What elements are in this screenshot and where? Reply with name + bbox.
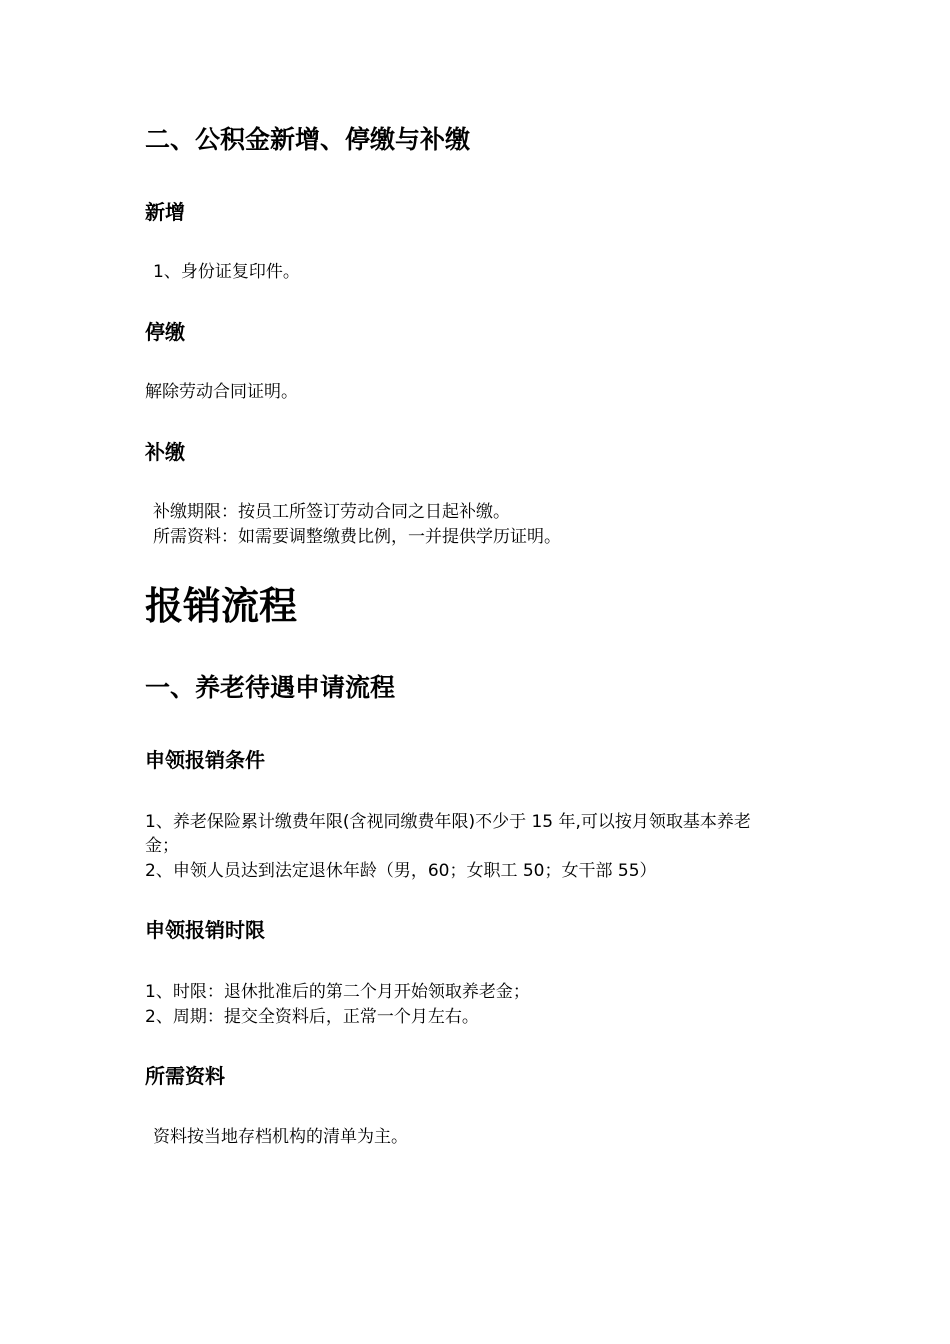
heading-supplement: 补缴 <box>145 440 185 464</box>
heading-stop: 停缴 <box>145 320 185 344</box>
time-limit-item-1: 1、时限：退休批准后的第二个月开始领取养老金； <box>145 982 530 1002</box>
time-limit-item-2: 2、周期：提交全资料后，正常一个月左右。 <box>145 1007 479 1027</box>
add-item-1: 1、身份证复印件。 <box>153 262 300 282</box>
page-title-reimbursement: 报销流程 <box>145 584 298 628</box>
section-title-pension: 一、养老待遇申请流程 <box>145 673 396 702</box>
heading-add: 新增 <box>145 200 185 224</box>
heading-conditions: 申领报销条件 <box>145 748 265 772</box>
section-title-housing-fund: 二、公积金新增、停缴与补缴 <box>145 125 471 154</box>
conditions-item-2: 2、申领人员达到法定退休年龄（男，60；女职工 50；女干部 55） <box>145 861 657 881</box>
stop-item-1: 解除劳动合同证明。 <box>145 382 298 402</box>
supplement-materials: 所需资料：如需要调整缴费比例，一并提供学历证明。 <box>153 527 561 547</box>
conditions-item-1-cont: 金； <box>145 836 179 856</box>
conditions-item-1: 1、养老保险累计缴费年限(含视同缴费年限)不少于 15 年,可以按月领取基本养老 <box>145 812 751 832</box>
heading-time-limit: 申领报销时限 <box>145 918 265 942</box>
heading-materials: 所需资料 <box>145 1064 225 1088</box>
supplement-period: 补缴期限：按员工所签订劳动合同之日起补缴。 <box>153 502 510 522</box>
materials-item-1: 资料按当地存档机构的清单为主。 <box>153 1127 408 1147</box>
